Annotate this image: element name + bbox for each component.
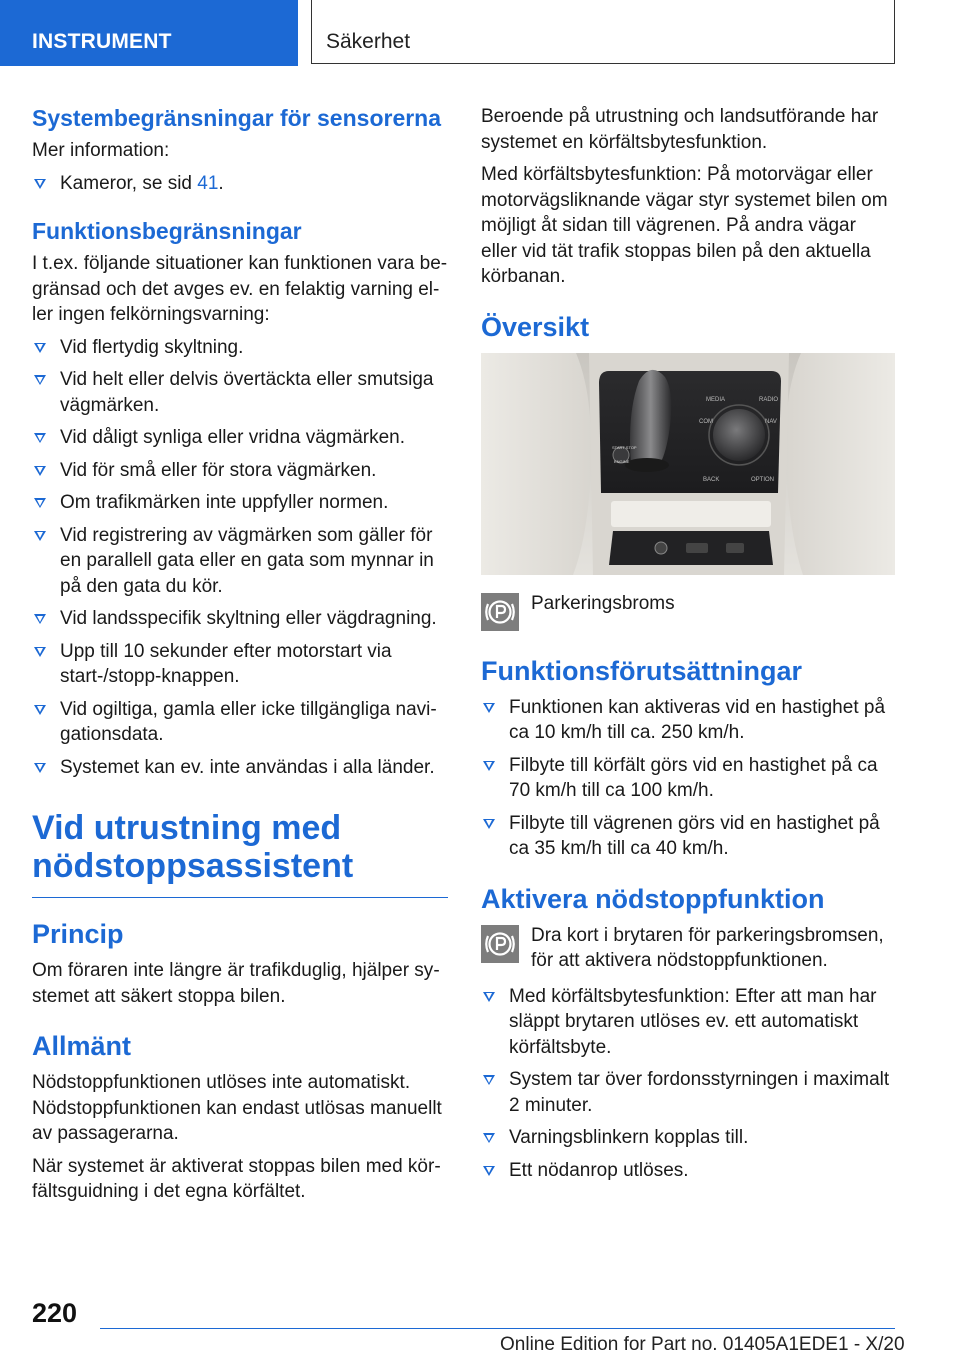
heading-general: Allmänt (32, 1031, 132, 1061)
heading-requirements: Funktionsförutsättningar (481, 655, 802, 686)
principle-text: Om föraren inte längre är trafikduglig, hjälper systemet att säkert stoppa bilen. (32, 960, 440, 1007)
label-nav: NAV (765, 418, 777, 425)
hazard-switch-photo (686, 543, 708, 553)
activate-row (481, 923, 895, 974)
list-item (32, 425, 448, 451)
general-paragraph-1: Nödstoppfunktionen utlöses inte automatiskt. Nödstoppfunktionen kan endast utlösas manuellt av passagerarna. (32, 1072, 442, 1144)
bullet-triangle-icon (483, 819, 495, 829)
label-start-stop: START STOP (612, 444, 637, 450)
list-item (481, 753, 895, 804)
list-item-text: Med körfältsbytesfunktion: Efter att man har släppt brytaren utlöses ev. ett automatiskt körfältsbyte. (509, 985, 877, 1058)
list-item (32, 490, 448, 516)
label-media: MEDIA (706, 396, 726, 403)
intro-paragraph-1: Beroende på utrustning och landsutförande har systemet en körfältsbytesfunktion. (481, 106, 879, 153)
list-item-text: Vid ogiltiga, gamla eller icke tillgängliga navigationsdata. (60, 698, 437, 745)
bullet-triangle-icon (34, 647, 46, 657)
heading-activate: Aktivera nödstoppfunktion (481, 883, 825, 914)
edition-text: Online Edition for Part no. 01405A1EDE1 - X/20 (500, 1334, 905, 1355)
activate-list (481, 984, 895, 1184)
bullet-triangle-icon (34, 614, 46, 624)
bullet-triangle-icon (34, 466, 46, 476)
list-item-text: Vid för små eller för stora vägmärken. (60, 459, 377, 481)
bullet-triangle-icon (483, 761, 495, 771)
list-item (481, 1125, 895, 1151)
console-tray (611, 501, 771, 527)
parking-brake-label: Parkeringsbroms (531, 592, 675, 614)
list-item (32, 335, 448, 361)
parking-brake-icon (481, 593, 519, 631)
list-item (32, 523, 448, 600)
parking-brake-icon (481, 925, 519, 963)
list-item-text: Vid dåligt synliga eller vridna vägmärken. (60, 427, 405, 448)
list-item (32, 367, 448, 418)
hold-switch-photo (726, 543, 744, 553)
list-item-text: Upp till 10 sekunder efter motorstart via start-/stopp-knappen. (60, 640, 392, 687)
heading-function-limits: Funktionsbegränsningar (32, 218, 302, 244)
bullet-triangle-icon (34, 763, 46, 773)
bullet-triangle-icon (34, 375, 46, 385)
list-item (481, 811, 895, 862)
more-info-text: Mer information: (32, 140, 170, 161)
list-item-text: Funktionen kan aktiveras vid en hastighet på ca 10 km/h till ca. 250 km/h. (509, 696, 886, 743)
bullet-triangle-icon (34, 498, 46, 508)
activate-text: Dra kort i brytaren för parkeringsbromsen, för att aktivera nödstoppfunktionen. (531, 924, 884, 971)
parking-brake-switch-photo (655, 542, 667, 554)
bullet-triangle-icon (34, 433, 46, 443)
list-item (32, 639, 448, 690)
list-item-text: System tar över fordonsstyrningen i maximalt 2 minuter. (509, 1069, 890, 1116)
page-header (0, 0, 960, 66)
list-item (481, 1067, 895, 1118)
list-item-text: Filbyte till vägrenen görs vid en hastighet på ca 35 km/h till ca 40 km/h. (509, 812, 880, 859)
list-item (481, 695, 895, 746)
cameras-text: Kameror, se sid (60, 172, 198, 194)
list-item (481, 984, 895, 1061)
list-item-text: Vid landsspecifik skyltning eller vägdragning. (60, 608, 437, 629)
bullet-triangle-icon (483, 1075, 495, 1085)
page-link-41[interactable]: 41 (197, 172, 219, 194)
function-intro: I t.ex. följande situationer kan funktionen vara begränsad och det avges ev. en felaktig varning eller ingen felkörningsvarning: (32, 253, 448, 325)
bullet-triangle-icon (34, 179, 46, 189)
label-back: BACK (703, 476, 720, 483)
label-engine: ENGINE (614, 458, 630, 464)
list-item (32, 755, 448, 781)
heading-principle: Princip (32, 919, 124, 949)
footer-divider (100, 1328, 895, 1329)
right-column (481, 104, 895, 1190)
requirements-list (481, 695, 895, 862)
list-item (32, 697, 448, 748)
label-option: OPTION (751, 476, 775, 483)
list-item-text: Varningsblinkern kopplas till. (509, 1127, 749, 1148)
more-info-list (32, 171, 448, 197)
bullet-triangle-icon (34, 531, 46, 541)
page-number: 220 (32, 1298, 78, 1328)
controller-knob (713, 409, 765, 461)
heading-overview: Översikt (481, 311, 590, 342)
intro-paragraph-2: Med körfältsbytesfunktion: På motorvägar eller motorvägsliknande vägar styr systemet bilen om möjligt åt sidan till vägrenen. På andra vägar eller vid tät trafik stoppas bilen på den aktuella körbanan. (481, 164, 888, 287)
label-radio: RADIO (759, 396, 779, 403)
function-limit-list (32, 335, 448, 781)
list-item-text: Om trafikmärken inte uppfyller normen. (60, 492, 389, 513)
heading-sensor-limits: Systembegränsningar för sensorerna (32, 105, 442, 131)
label-com: COM (699, 418, 713, 425)
gear-lever-base (625, 458, 669, 472)
left-seat (481, 353, 591, 575)
chapter-title: Säkerhet (311, 0, 895, 64)
bullet-triangle-icon (483, 1166, 495, 1176)
right-seat (786, 353, 895, 575)
list-item-text: Systemet kan ev. inte användas i alla länder. (60, 756, 435, 778)
list-item-text: Filbyte till körfält görs vid en hastighet på ca 70 km/h till ca 100 km/h. (509, 754, 878, 801)
bullet-triangle-icon (483, 1133, 495, 1143)
parking-brake-row (481, 591, 895, 631)
cameras-period: . (218, 172, 224, 194)
list-item-text: Vid flertydig skyltning. (60, 336, 244, 358)
list-item (32, 458, 448, 484)
general-paragraph-2: När systemet är aktiverat stoppas bilen med körfältsguidning i det egna körfältet. (32, 1155, 441, 1202)
bullet-triangle-icon (34, 343, 46, 353)
section-tab: INSTRUMENT (0, 0, 298, 66)
list-item-text: Vid registrering av vägmärken som gäller för en parallell gata eller en gata som mynnar in på den gata du kör. (60, 524, 434, 597)
list-item (32, 606, 448, 632)
heading-emergency-stop: Vid utrustning med nödstoppsassistent (32, 809, 448, 898)
bullet-triangle-icon (483, 703, 495, 713)
list-item (481, 1158, 895, 1184)
bullet-triangle-icon (34, 705, 46, 715)
bullet-triangle-icon (483, 992, 495, 1002)
list-item-text: Vid helt eller delvis övertäckta eller smutsiga vägmärken. (60, 369, 434, 416)
left-column (32, 104, 448, 1212)
list-item-text: Ett nödanrop utlöses. (509, 1159, 689, 1181)
list-item (32, 171, 448, 197)
center-console-photo (481, 353, 895, 575)
